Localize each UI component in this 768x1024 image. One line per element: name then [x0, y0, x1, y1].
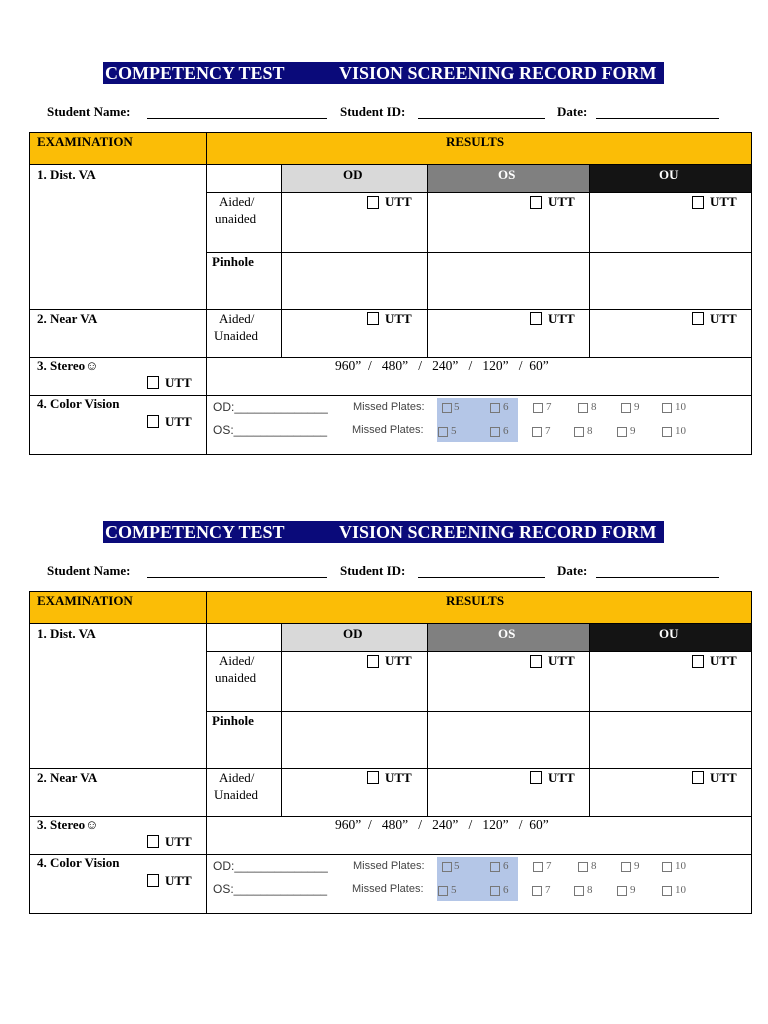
utt-label: UTT: [385, 194, 412, 209]
unaided-label: unaided: [215, 211, 257, 226]
utt-label: UTT: [710, 653, 737, 668]
plate-number: 8: [587, 884, 593, 896]
missed-plates-label: Missed Plates:: [353, 401, 425, 413]
color-vision-label: 4. Color Vision: [37, 396, 120, 411]
utt-label: UTT: [710, 194, 737, 209]
date-label: Date:: [557, 104, 588, 119]
aided-label: Aided/: [219, 653, 255, 668]
od-label: OD: [343, 167, 363, 182]
record-form-1: [0, 0, 768, 460]
stereo-values: 960” / 480” / 240” / 120” / 60”: [335, 817, 549, 832]
od-plate-9-checkbox[interactable]: [621, 403, 631, 413]
student-id-label: Student ID:: [340, 104, 406, 119]
near-va-label: 2. Near VA: [37, 770, 98, 785]
plate-number: 9: [634, 860, 640, 872]
od-label: OD: [343, 626, 363, 641]
plate-number: 7: [546, 401, 552, 413]
pinhole-label: Pinhole: [212, 254, 254, 269]
near-os-utt-checkbox[interactable]: [530, 312, 542, 325]
date-field[interactable]: [596, 118, 719, 119]
dist-ou-utt-checkbox[interactable]: [692, 196, 704, 209]
form-title: [103, 521, 664, 543]
missed-plates-label: Missed Plates:: [352, 883, 424, 895]
near-od-utt-checkbox[interactable]: [367, 312, 379, 325]
plate-number: 6: [503, 401, 509, 413]
color-vision-label: 4. Color Vision: [37, 855, 120, 870]
od-plate-10-checkbox[interactable]: [662, 862, 672, 872]
ou-label: OU: [659, 626, 679, 641]
plate-number: 9: [630, 425, 636, 437]
ou-label: OU: [659, 167, 679, 182]
date-label: Date:: [557, 563, 588, 578]
student-name-field[interactable]: [147, 118, 327, 119]
table-header: [29, 591, 751, 623]
dist-os-utt-checkbox[interactable]: [530, 196, 542, 209]
stereo-utt-checkbox[interactable]: [147, 376, 159, 389]
dist-os-utt-checkbox[interactable]: [530, 655, 542, 668]
os-plate-10-checkbox[interactable]: [662, 886, 672, 896]
title-vision-screening: VISION SCREENING RECORD FORM: [339, 63, 657, 83]
results-header: RESULTS: [446, 593, 505, 608]
unaided-label: unaided: [215, 670, 257, 685]
utt-label: UTT: [385, 653, 412, 668]
near-od-utt-checkbox[interactable]: [367, 771, 379, 784]
title-vision-screening: VISION SCREENING RECORD FORM: [339, 522, 657, 542]
color-od-field[interactable]: OD:______________: [213, 859, 328, 873]
date-field[interactable]: [596, 577, 719, 578]
dist-od-utt-checkbox[interactable]: [367, 655, 379, 668]
plate-number: 10: [675, 884, 686, 896]
od-plate-6-checkbox[interactable]: [490, 403, 500, 413]
utt-label: UTT: [710, 770, 737, 785]
os-plate-6-checkbox[interactable]: [490, 427, 500, 437]
os-plate-7-checkbox[interactable]: [532, 886, 542, 896]
stereo-utt-checkbox[interactable]: [147, 835, 159, 848]
near-ou-utt-checkbox[interactable]: [692, 312, 704, 325]
plate-number: 7: [545, 425, 551, 437]
plate-number: 10: [675, 860, 686, 872]
student-id-label: Student ID:: [340, 563, 406, 578]
utt-label: UTT: [548, 653, 575, 668]
color-os-field[interactable]: OS:______________: [213, 882, 328, 896]
dist-va-label: 1. Dist. VA: [37, 626, 96, 641]
plate-number: 8: [591, 401, 597, 413]
plate-number: 8: [587, 425, 593, 437]
color-utt-checkbox[interactable]: [147, 874, 159, 887]
od-plate-5-checkbox[interactable]: [442, 862, 452, 872]
examination-header: EXAMINATION: [37, 134, 133, 149]
unaided-label: Unaided: [214, 328, 259, 343]
results-header: RESULTS: [446, 134, 505, 149]
record-form-2: [0, 459, 768, 919]
missed-plates-label: Missed Plates:: [353, 860, 425, 872]
os-plate-10-checkbox[interactable]: [662, 427, 672, 437]
utt-label: UTT: [385, 311, 412, 326]
stereo-label: 3. Stereo☺: [37, 358, 99, 373]
utt-label: UTT: [165, 414, 192, 429]
plate-number: 7: [545, 884, 551, 896]
plate-number: 5: [451, 425, 457, 437]
near-ou-utt-checkbox[interactable]: [692, 771, 704, 784]
od-plate-6-checkbox[interactable]: [490, 862, 500, 872]
student-info-row: [0, 104, 768, 122]
utt-label: UTT: [710, 311, 737, 326]
os-plate-9-checkbox[interactable]: [617, 427, 627, 437]
od-plate-7-checkbox[interactable]: [533, 403, 543, 413]
od-plate-7-checkbox[interactable]: [533, 862, 543, 872]
stereo-label: 3. Stereo☺: [37, 817, 99, 832]
os-plate-9-checkbox[interactable]: [617, 886, 627, 896]
dist-va-label: 1. Dist. VA: [37, 167, 96, 182]
utt-label: UTT: [165, 375, 192, 390]
plate-number: 10: [675, 425, 686, 437]
color-utt-checkbox[interactable]: [147, 415, 159, 428]
pinhole-label: Pinhole: [212, 713, 254, 728]
os-label: OS: [498, 167, 516, 182]
od-plate-5-checkbox[interactable]: [442, 403, 452, 413]
od-plate-8-checkbox[interactable]: [578, 403, 588, 413]
plate-number: 9: [634, 401, 640, 413]
student-id-field[interactable]: [418, 577, 545, 578]
os-plate-5-checkbox[interactable]: [438, 886, 448, 896]
utt-label: UTT: [165, 873, 192, 888]
utt-label: UTT: [165, 834, 192, 849]
near-os-utt-checkbox[interactable]: [530, 771, 542, 784]
student-name-label: Student Name:: [47, 563, 131, 578]
dist-od-utt-checkbox[interactable]: [367, 196, 379, 209]
plate-number: 5: [451, 884, 457, 896]
near-va-label: 2. Near VA: [37, 311, 98, 326]
od-plate-9-checkbox[interactable]: [621, 862, 631, 872]
utt-label: UTT: [548, 311, 575, 326]
color-os-field[interactable]: OS:______________: [213, 423, 328, 437]
plate-number: 5: [454, 860, 460, 872]
od-plate-10-checkbox[interactable]: [662, 403, 672, 413]
title-competency-test: COMPETENCY TEST: [105, 63, 285, 83]
os-plate-8-checkbox[interactable]: [574, 427, 584, 437]
dist-ou-utt-checkbox[interactable]: [692, 655, 704, 668]
utt-label: UTT: [385, 770, 412, 785]
title-competency-test: COMPETENCY TEST: [105, 522, 285, 542]
student-info-row: [0, 563, 768, 581]
plate-number: 6: [503, 884, 509, 896]
color-od-field[interactable]: OD:______________: [213, 400, 328, 414]
student-id-field[interactable]: [418, 118, 545, 119]
utt-label: UTT: [548, 194, 575, 209]
os-plate-6-checkbox[interactable]: [490, 886, 500, 896]
student-name-field[interactable]: [147, 577, 327, 578]
missed-plates-label: Missed Plates:: [352, 424, 424, 436]
student-name-label: Student Name:: [47, 104, 131, 119]
plate-number: 5: [454, 401, 460, 413]
examination-header: EXAMINATION: [37, 593, 133, 608]
aided-label: Aided/: [219, 311, 255, 326]
aided-label: Aided/: [219, 770, 255, 785]
table-header: [29, 132, 751, 164]
aided-label: Aided/: [219, 194, 255, 209]
plate-number: 7: [546, 860, 552, 872]
plate-number: 6: [503, 860, 509, 872]
stereo-values: 960” / 480” / 240” / 120” / 60”: [335, 358, 549, 373]
od-plate-8-checkbox[interactable]: [578, 862, 588, 872]
plate-number: 9: [630, 884, 636, 896]
plate-number: 6: [503, 425, 509, 437]
plate-number: 8: [591, 860, 597, 872]
utt-label: UTT: [548, 770, 575, 785]
plate-number: 10: [675, 401, 686, 413]
os-plate-8-checkbox[interactable]: [574, 886, 584, 896]
os-plate-7-checkbox[interactable]: [532, 427, 542, 437]
unaided-label: Unaided: [214, 787, 259, 802]
form-title: [103, 62, 664, 84]
os-plate-5-checkbox[interactable]: [438, 427, 448, 437]
os-label: OS: [498, 626, 516, 641]
